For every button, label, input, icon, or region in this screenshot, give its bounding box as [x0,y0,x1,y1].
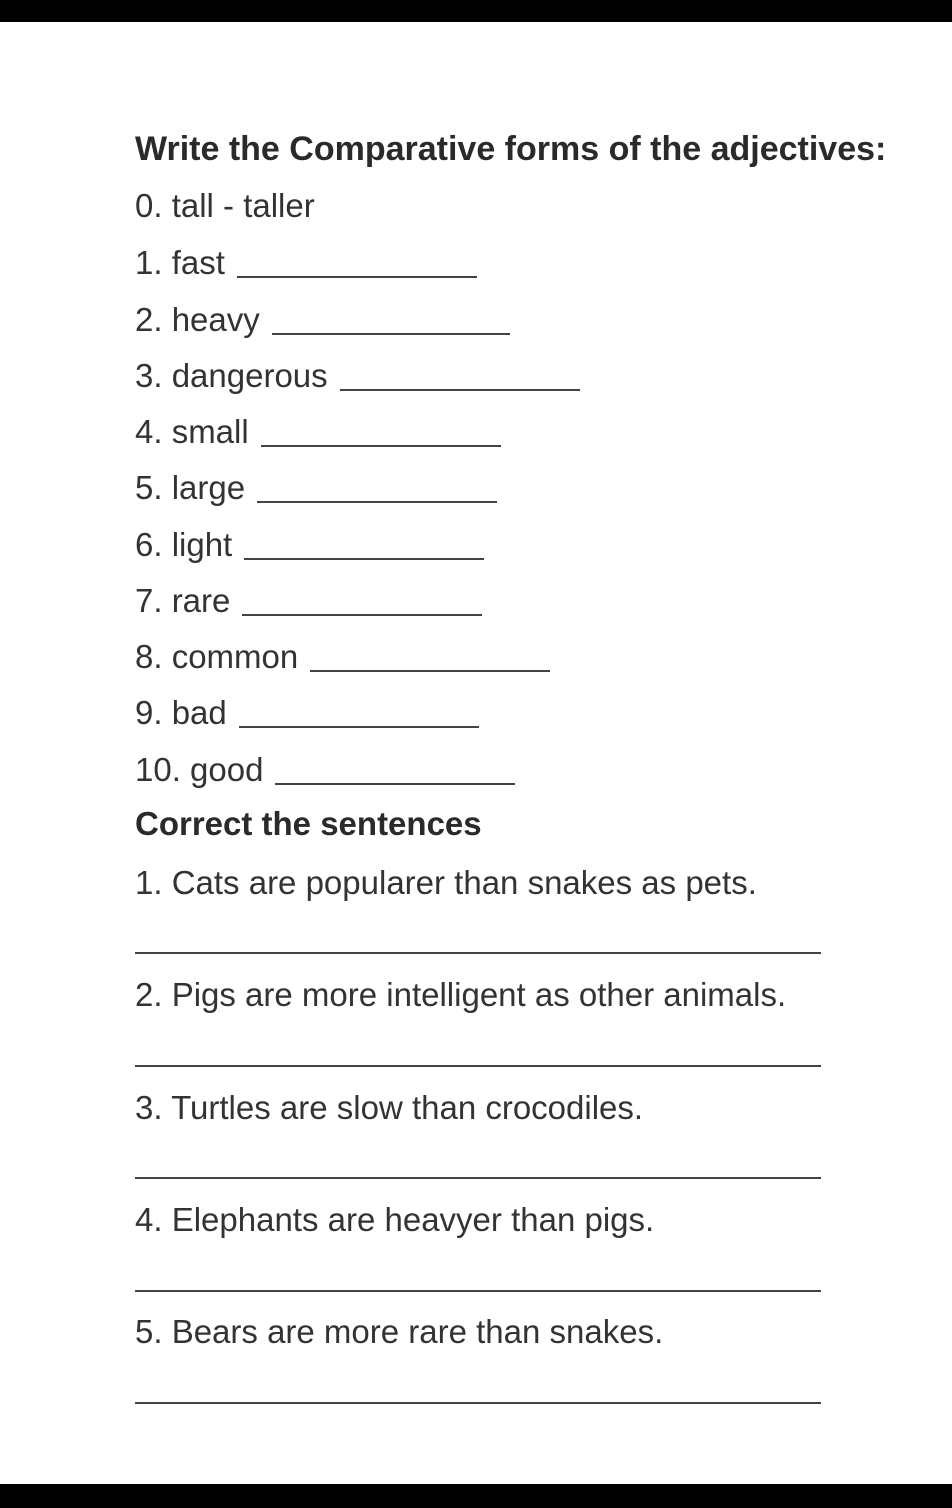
sentence-4: 4. Elephants are heavyer than pigs. [135,1201,655,1238]
adjective-item-4 [135,411,501,451]
adjective-label: 1. fast [135,244,225,281]
section-title-comparatives: Write the Comparative forms of the adjectives: [135,130,887,168]
sentence-answer-line-2[interactable] [135,1065,821,1067]
sentence-2: 2. Pigs are more intelligent as other animals. [135,976,787,1013]
sentence-answer-line-3[interactable] [135,1177,821,1179]
adjective-label: 9. bad [135,694,227,731]
sentence-answer-line-4[interactable] [135,1290,821,1292]
sentence-answer-line-1[interactable] [135,952,821,954]
adjective-label: 3. dangerous [135,357,328,394]
answer-blank[interactable] [237,276,477,278]
answer-blank[interactable] [272,333,510,335]
adjective-item-2 [135,299,510,339]
adjective-item-6 [135,524,484,564]
sentence-1: 1. Cats are popularer than snakes as pets. [135,864,757,901]
adjective-label: 6. light [135,526,233,563]
adjective-label: 8. common [135,638,299,675]
answer-blank[interactable] [340,389,580,391]
answer-blank[interactable] [239,726,479,728]
answer-blank[interactable] [244,558,484,560]
sentence-3: 3. Turtles are slow than crocodiles. [135,1089,644,1126]
adjective-label: 4. small [135,413,249,450]
adjective-label: 5. large [135,469,246,506]
answer-blank[interactable] [261,445,501,447]
answer-blank[interactable] [275,783,515,785]
adjective-label: 10. good [135,751,264,788]
adjective-item-10 [135,749,515,789]
example-text: 0. tall - taller [135,187,315,224]
answer-blank[interactable] [257,501,497,503]
adjective-item-9 [135,692,479,732]
adjective-label: 2. heavy [135,301,260,338]
example-item [135,185,315,225]
adjective-item-1 [135,242,477,282]
answer-blank[interactable] [242,614,482,616]
adjective-label: 7. rare [135,582,231,619]
answer-blank[interactable] [310,670,550,672]
sentence-answer-line-5[interactable] [135,1402,821,1404]
adjective-item-7 [135,580,482,620]
sentence-5: 5. Bears are more rare than snakes. [135,1313,664,1350]
adjective-item-8 [135,636,550,676]
adjective-item-5 [135,467,497,507]
adjective-item-3 [135,355,580,395]
worksheet-page [0,22,952,1484]
section-title-correct-sentences: Correct the sentences [135,805,482,842]
